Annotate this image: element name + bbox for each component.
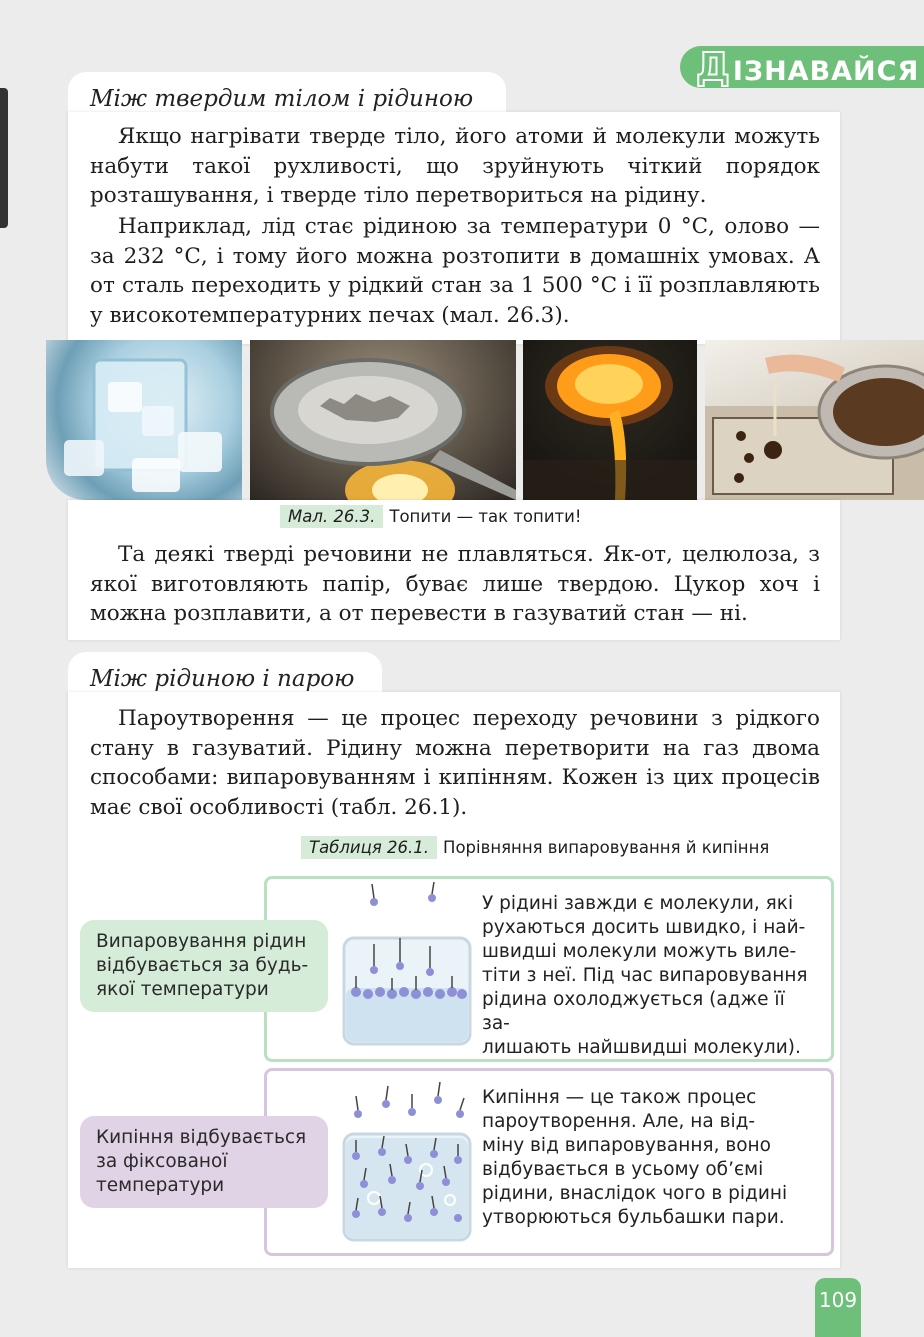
page-number: 109 <box>815 1278 861 1337</box>
melting-tin-spoon-photo <box>250 340 516 500</box>
section1-paragraph-1: Якщо нагрівати тверде тіло, його атоми й молекули можуть набути такої рухливості, що зруйнують чіткий порядок розташування, і тверде тіло перетвориться на рідину. <box>90 124 820 208</box>
table-caption <box>301 838 769 857</box>
evaporation-label: Випаровування рідин відбувається за будь-якої температури <box>80 920 328 1012</box>
section1-paragraph-2: Наприклад, лід стає рідиною за температури 0 °С, олово — за 232 °С, і тому його можна розтопити в домашніх умовах. А от сталь переходить у рідкий стан за 1 500 °С і її розплавляють у високотемпературних печах (мал. 26.3). <box>90 214 820 328</box>
ice-cubes-photo <box>46 340 242 500</box>
figure-caption-text: Топити — так топити! <box>389 507 582 526</box>
evaporation-beaker-illustration <box>334 880 478 1050</box>
boiling-beaker-illustration <box>334 1074 478 1246</box>
boiling-description: Кипіння — це також процес пароутворення. Але, на від- міну від випаровування, воно відбувається в усьому об’ємі рідини, внаслідок чого в рідині утворюються бульбашки пари. <box>482 1087 788 1228</box>
section1-title: Між твердим тілом і рідиною <box>90 86 474 112</box>
section2-paragraph: Пароутворення — це процес переходу речовини з рідкого стану в газуватий. Рідину можна перетворити на газ двома способами: випаровуванням і кипінням. Кожен із цих процесів має свої особливості (табл. 26.1). <box>90 706 820 820</box>
molten-steel-crucible-photo <box>523 340 697 500</box>
boiling-label: Кипіння відбувається за фіксованої температури <box>80 1116 328 1208</box>
table-caption-label: Таблиця 26.1. <box>301 836 437 859</box>
learn-badge <box>680 46 924 88</box>
section2-title: Між рідиною і парою <box>90 666 355 692</box>
melted-sugar-pan-photo <box>705 340 924 500</box>
page-edge-marker <box>0 88 8 228</box>
figure-caption <box>280 507 582 526</box>
evaporation-description: У рідині завжди є молекули, які рухаються досить швидко, і най- швидші молекули можуть виле- тіти з неї. Під час випаровування рідина охолоджується (адже її за- лишають найшвидші молекули). <box>482 893 808 1058</box>
table-caption-text: Порівняння випаровування й кипіння <box>443 838 770 857</box>
badge-first-letter: Д <box>696 45 731 89</box>
section1-paragraph-3: Та деякі тверді речовини не плавляться. Як-от, целюлоза, з якої виготовляють папір, буває лише твердою. Цукор хоч і можна розплавити, а от перевести в газуватий стан — ні. <box>90 542 820 626</box>
figure-caption-label: Мал. 26.3. <box>280 505 383 528</box>
badge-rest: ІЗНАВАЙСЯ <box>732 56 920 87</box>
